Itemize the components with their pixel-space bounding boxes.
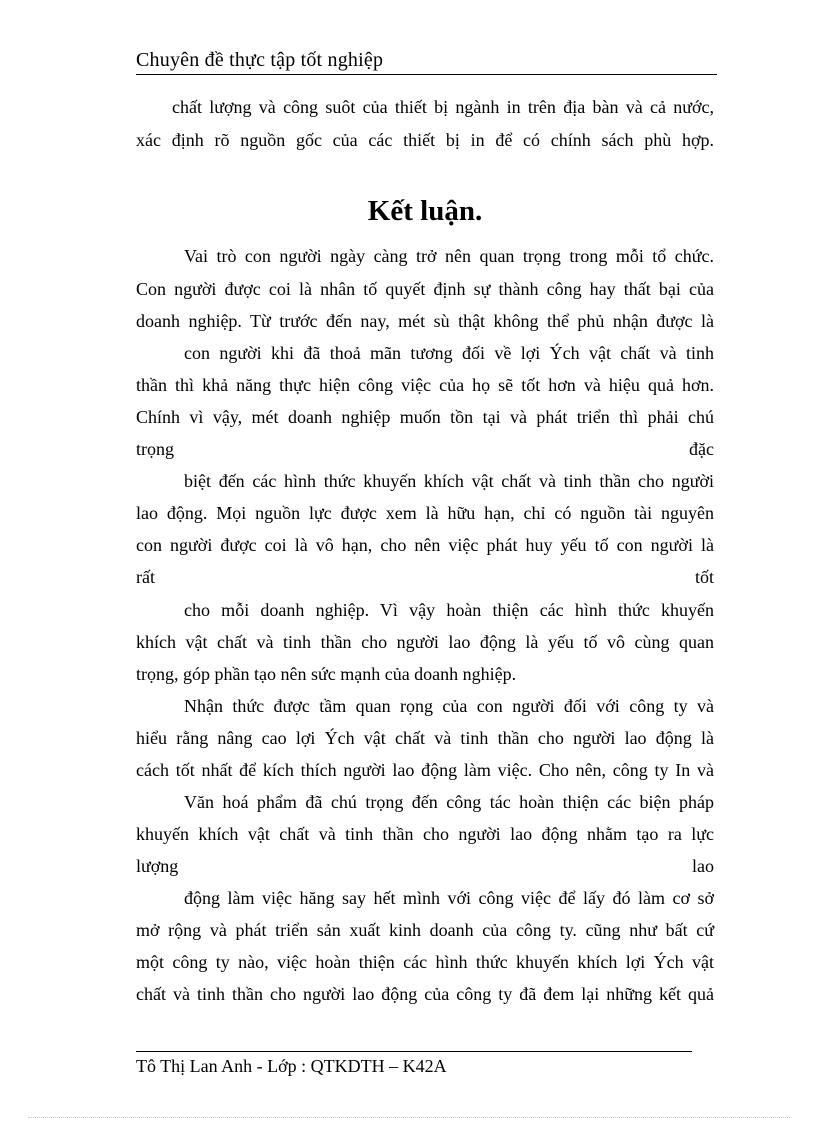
page-bottom-border xyxy=(28,1117,790,1118)
body-line: Nhận thức được tầm quan rọng của con người đối với công ty và xyxy=(184,696,714,716)
body-line: Con người được coi là nhân tố quyết định sự thành công hay thất bại của xyxy=(136,279,714,299)
body-word: trọng xyxy=(136,439,174,459)
body-line: cách tốt nhất để kích thích người lao động làm việc. Cho nên, công ty In và xyxy=(136,760,714,780)
body-line: động làm việc hăng say hết mình với công việc để lấy đó làm cơ sở xyxy=(184,888,714,908)
body-line: doanh nghiệp. Từ trước đến nay, mét sù thật không thể phủ nhận được là xyxy=(136,311,714,331)
body-line: cho mỗi doanh nghiệp. Vì vậy hoàn thiện các hình thức khuyến xyxy=(184,600,714,620)
body-line: thần thì khả năng thực hiện công việc của họ sẽ tốt hơn và hiệu quả hơn. xyxy=(136,375,714,395)
header-divider xyxy=(136,74,717,75)
section-title: Kết luận. xyxy=(367,195,483,227)
body-line: khuyến khích vật chất và tinh thần cho người lao động nhằm tạo ra lực xyxy=(136,824,714,844)
body-line-split xyxy=(136,854,714,878)
intro-line-2: xác định rõ nguồn gốc của các thiết bị in để có chính sách phù hợp. xyxy=(136,130,714,150)
body-line: Vai trò con người ngày càng trở nên quan trọng trong mỗi tổ chức. xyxy=(184,246,714,266)
footer-divider xyxy=(136,1051,692,1052)
body-word: rất xyxy=(136,567,155,587)
body-line: một công ty nào, việc hoàn thiện các hình thức khuyến khích lợi Ých vật xyxy=(136,952,714,972)
body-word: tốt xyxy=(694,567,714,587)
body-line-split xyxy=(136,565,714,589)
body-word: lượng xyxy=(136,856,179,876)
body-line: biệt đến các hình thức khuyến khích vật chất và tinh thần cho người xyxy=(184,471,714,491)
body-line: lao động. Mọi nguồn lực được xem là hữu hạn, chỉ có nguồn tài nguyên xyxy=(136,503,714,523)
body-line: hiểu rằng nâng cao lợi Ých vật chất và tinh thần cho người lao động là xyxy=(136,728,714,748)
page-footer: Tô Thị Lan Anh - Lớp : QTKDTH – K42A xyxy=(136,1056,447,1076)
intro-line-1: chất lượng và công suôt của thiết bị ngành in trên địa bàn và cả nước, xyxy=(172,97,714,117)
body-line: mở rộng và phát triển sản xuất kinh doanh của công ty. cũng như bất cứ xyxy=(136,920,714,940)
body-line: chất và tinh thần cho người lao động của công ty đã đem lại những kết quả xyxy=(136,984,714,1004)
page-header: Chuyên đề thực tập tốt nghiệp xyxy=(136,49,384,71)
body-line-split xyxy=(136,437,714,461)
body-word: đặc xyxy=(689,439,714,459)
body-line: Văn hoá phẩm đã chú trọng đến công tác hoàn thiện các biện pháp xyxy=(184,792,714,812)
body-line: con người khi đã thoả mãn tương đối về lợi Ých vật chất và tinh xyxy=(184,343,714,363)
body-word: lao xyxy=(692,856,714,876)
body-line: trọng, góp phần tạo nên sức mạnh của doanh nghiệp. xyxy=(136,664,517,684)
body-line: khích vật chất và tinh thần cho người lao động là yếu tố vô cùng quan xyxy=(136,632,714,652)
body-line: Chính vì vậy, mét doanh nghiệp muốn tồn tại và phát triển thì phải chú xyxy=(136,407,714,427)
body-line: con người được coi là vô hạn, cho nên việc phát huy yếu tố con người là xyxy=(136,535,714,555)
